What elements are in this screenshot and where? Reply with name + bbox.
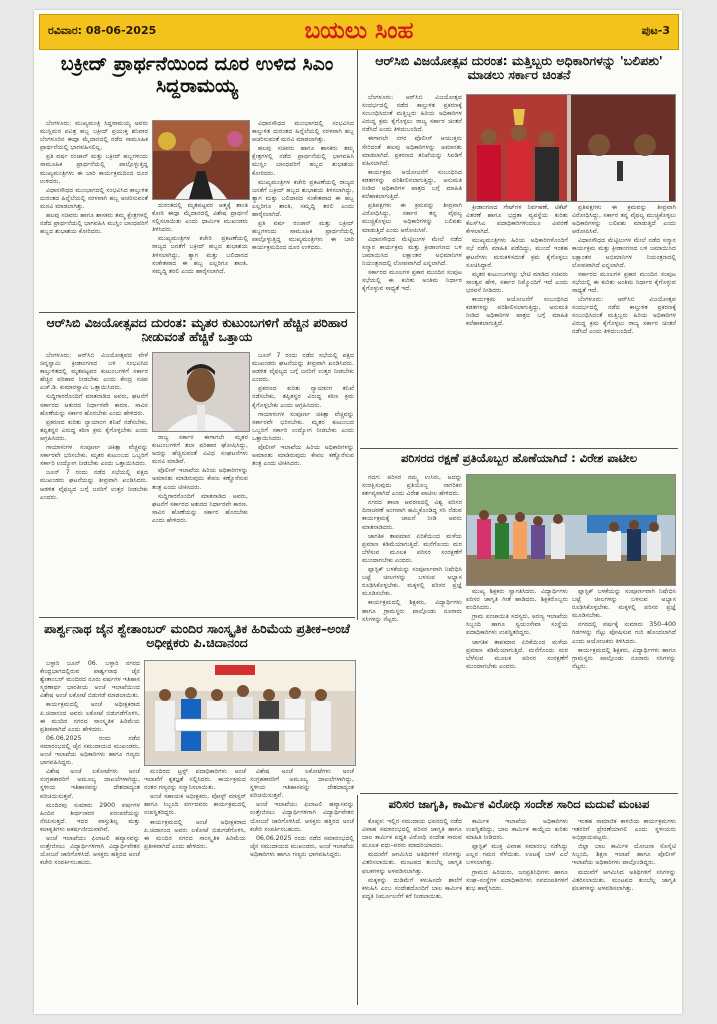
paragraph: ವಿಧಾನಸೌಧದ ಮುಂಭಾಗದಲ್ಲಿ ಸಂಭವಿಸಿದ ಕಾಲ್ತುಳಿತ ದುರಂತದ ಹಿನ್ನೆಲೆಯಲ್ಲಿ ಸರಳವಾಗಿ ಹಬ್ಬ ಆಚರಿಸುವಂತೆ ಮನವಿ ಮಾಡಲಾಗಿತ್ತು.	[40, 186, 148, 210]
paragraph: ಮಂದಿರದ ಟ್ರಸ್ಟ್ ಪದಾಧಿಕಾರಿಗಳು ಅಂಚೆ ಇಲಾಖೆಗೆ ಕೃತಜ್ಞತೆ ಸಲ್ಲಿಸಿದರು. ಕಾರ್ಯಕ್ರಮದ ನಂತರ ಗಣ್ಯರನ್ನು ಸನ್ಮಾನಿಸಲಾಯಿತು.	[144, 768, 246, 792]
article-siddaramaiah-col-2	[152, 202, 248, 310]
paragraph: ಕ್ರೀಡಾಂಗಣದ ಗೇಟ್‌ಗಳ ನಿರ್ವಹಣೆ, ಟಿಕೆಟ್ ವಿತರಣೆ ಹಾಗೂ ಭದ್ರತಾ ವ್ಯವಸ್ಥೆಯ ಕುರಿತು ಕೆಎಸ್‌ಸಿಎ ಪದಾಧಿಕಾರಿಗಳಿಂದಲೂ ವಿವರಣೆ ಕೇಳಲಾಗಿದೆ.	[466, 204, 568, 236]
paragraph: ನಗರದ ಶಾಲಾ ಆವರಣದಲ್ಲಿ ವಿಶ್ವ ಪರಿಸರ ದಿನಾಚರಣೆ ಅಂಗವಾಗಿ ಹಮ್ಮಿಕೊಂಡಿದ್ದ ಸಸಿ ನೆಡುವ ಕಾರ್ಯಕ್ರಮಕ್ಕೆ ಚಾಲನೆ ನೀಡಿ ಅವರು ಮಾತನಾಡಿದರು.	[362, 499, 462, 531]
masthead-date: ರವಿವಾರ: 08-06-2025	[48, 24, 157, 37]
paragraph: ಬೆಂಗಳೂರು: ಆರ್‌ಸಿಬಿ ವಿಜಯೋತ್ಸವ ಸಂದರ್ಭದಲ್ಲಿ ನಡೆದ ಕಾಲ್ತುಳಿತ ಪ್ರಕರಣಕ್ಕೆ ಸಂಬಂಧಿಸಿದಂತೆ ಮತ್ತಿಬ್ಬರು ಹಿರಿಯ ಅಧಿಕಾರಿಗಳ ವಿರುದ್ಧ ಕ್ರಮ ಕೈಗೊಳ್ಳಲು ರಾಜ್ಯ ಸರ್ಕಾರ ಚಿಂತನೆ ನಡೆಸಿದೆ ಎಂದು ತಿಳಿದುಬಂದಿದೆ.	[362, 94, 462, 134]
paragraph: 06.06.2025 ರಂದು ನಡೆದ ಸಮಾರಂಭದಲ್ಲಿ ಜೈನ ಸಮುದಾಯದ ಮುಖಂಡರು, ಅಂಚೆ ಇಲಾಖೆಯ ಅಧಿಕಾರಿಗಳು ಹಾಗೂ ಗಣ್ಯರು ಭಾಗವಹಿಸಿದ್ದರು.	[40, 734, 140, 767]
paragraph: ಪ್ಲಾಸ್ಟಿಕ್ ಬಳಕೆಯನ್ನು ಸಂಪೂರ್ಣವಾಗಿ ನಿಷೇಧಿಸಿ ಬಟ್ಟೆ ಚೀಲಗಳನ್ನು ಬಳಸುವ ಅಭ್ಯಾಸ ರೂಢಿಸಿಕೊಳ್ಳಬೇಕು. ಮಕ್ಕಳಲ್ಲಿ ಪರಿಸರ ಪ್ರಜ್ಞೆ ಮೂಡಿಸಬೇಕು.	[572, 588, 676, 620]
paragraph: ಸುದ್ದಿಗಾರರೊಂದಿಗೆ ಮಾತನಾಡಿದ ಅವರು, ಘಟನೆಗೆ ಸರ್ಕಾರದ ಆತುರದ ನಿರ್ಧಾರವೇ ಕಾರಣ. ಸಾವಿನ ಹೊಣೆಯನ್ನು ಸರ್ಕಾರ ಹೊರಬೇಕು ಎಂದು ಹೇಳಿದರು.	[40, 393, 148, 417]
paragraph: ಅಂಚೆ ಸಹಾಯಕ ಅಧೀಕ್ಷಕರು, ಪೋಸ್ಟ್ ಮಾಸ್ಟರ್ ಹಾಗೂ ಸಿಬ್ಬಂದಿ ವರ್ಗದವರು ಕಾರ್ಯಕ್ರಮದಲ್ಲಿ ಉಪಸ್ಥಿತರಿದ್ದರು.	[144, 793, 246, 817]
paragraph: ಕಾರ್ಯಕ್ರಮ ಆಯೋಜನೆಗೆ ಸಂಬಂಧಿಸಿದ ಕಡತಗಳನ್ನು ಪರಿಶೀಲಿಸಲಾಗುತ್ತಿದ್ದು, ಅನುಮತಿ ನೀಡಿದ ಅಧಿಕಾರಿಗಳ ಪಾತ್ರದ ಬಗ್ಗೆ ಮಾಹಿತಿ ಕಲೆಹಾಕಲಾಗುತ್ತಿದೆ.	[362, 168, 462, 201]
paragraph: ಬಳ್ಳಾರಿ ಜೂನ್ 06. ಬಳ್ಳಾರಿ ನಗರದ ಕೇಂದ್ರಭಾಗದಲ್ಲಿರುವ ಪಾರ್ಶ್ವನಾಥ ಜೈನ ಶ್ವೇತಾಂಬರ್ ಮಂದಿರದ ನೂರು ವರ್ಷಗಳ ಇತಿಹಾಸ ಸ್ಮರಣಾರ್ಥ ಭಾರತೀಯ ಅಂಚೆ ಇಲಾಖೆಯಿಂದ ವಿಶೇಷ ಅಂಚೆ ಲಕೋಟೆ ಬಿಡುಗಡೆ ಮಾಡಲಾಯಿತು.	[40, 660, 140, 700]
paragraph: ಕಾರ್ಯಕ್ರಮದಲ್ಲಿ ಅಂಚೆ ಅಧೀಕ್ಷಕರಾದ ಪಿ.ಚಿದಾನಂದ ಅವರು ಲಕೋಟೆ ಬಿಡುಗಡೆಗೊಳಿಸಿ, ಈ ಮಂದಿರ ನಗರದ ಸಾಂಸ್ಕೃತಿಕ ಹಿರಿಮೆಯ ಪ್ರತೀಕವಾಗಿದೆ ಎಂದು ಹೇಳಿದರು.	[144, 818, 246, 850]
masthead-title: ಬಯಲು ಸಿಂಹ	[304, 17, 414, 44]
paragraph: ಜಿಲ್ಲಾ ಬಾಲ ಕಾರ್ಮಿಕ ಯೋಜನಾ ಸೊಸೈಟಿ ಸಿಬ್ಬಂದಿ, ಶಿಕ್ಷಣ ಇಲಾಖೆ ಹಾಗೂ ಪೊಲೀಸ್ ಇಲಾಖೆಯ ಅಧಿಕಾರಿಗಳು ಪಾಲ್ಗೊಂಡಿದ್ದರು.	[572, 843, 676, 867]
newspaper-page	[34, 10, 682, 1014]
headline-siddaramaiah: ಬಕ್ರೀದ್ ಪ್ರಾರ್ಥನೆಯಿಂದ ದೂರ ಉಳಿದ ಸಿಎಂ ಸಿದ್ದರಾಮಯ್ಯ	[60, 53, 334, 97]
paragraph: ಮಕ್ಕಳನ್ನು ದುಡಿಮೆಗೆ ಕಳುಹಿಸದೇ ಶಾಲೆಗೆ ಕಳುಹಿಸಿ ಎಂಬ ಸಂದೇಶದೊಂದಿಗೆ ಬಾಲ ಕಾರ್ಮಿಕ ಪದ್ಧತಿ ನಿರ್ಮೂಲನೆಗೆ ಕರೆ ನೀಡಲಾಯಿತು.	[362, 876, 462, 900]
paragraph: ಗಾಯಾಳುಗಳ ಸಂಪೂರ್ಣ ಚಿಕಿತ್ಸಾ ವೆಚ್ಚವನ್ನು ಸರ್ಕಾರವೇ ಭರಿಸಬೇಕು. ಮೃತರ ಕುಟುಂಬದ ಒಬ್ಬರಿಗೆ ಸರ್ಕಾರಿ ಉದ್ಯೋಗ ನೀಡಬೇಕು ಎಂದು ಒತ್ತಾಯಿಸಿದರು.	[252, 410, 354, 442]
section-divider-right-2	[360, 793, 678, 794]
column-divider-bottom	[357, 795, 358, 1005]
paragraph: ಕಾರ್ಯಕ್ರಮದಲ್ಲಿ ಶಿಕ್ಷಕರು, ವಿದ್ಯಾರ್ಥಿಗಳು ಹಾಗೂ ಗ್ರಾಮಸ್ಥರು ಪಾಲ್ಗೊಂಡು ನೂರಾರು ಸಸಿಗಳನ್ನು ನೆಟ್ಟರು.	[572, 646, 676, 670]
paragraph: ಪ್ಲಾಸ್ಟಿಕ್ ಮುಕ್ತ ವಿವಾಹ ಸಮಾರಂಭ ನಡೆಸಿದ್ದು ಎಲ್ಲರ ಗಮನ ಸೆಳೆಯಿತು. ಊಟಕ್ಕೆ ಬಾಳೆ ಎಲೆ ಬಳಸಲಾಗಿತ್ತು.	[466, 843, 568, 867]
paragraph: ಅಂಚೆ ಇಲಾಖೆಯು ಫಿಲಾಟಲಿ ಹವ್ಯಾಸವನ್ನು ಉತ್ತೇಜಿಸಲು ವಿದ್ಯಾರ್ಥಿಗಳಿಗಾಗಿ ವಿದ್ಯಾರ್ಥಿವೇತನ ಯೋಜನೆ ಜಾರಿಗೊಳಿಸಿದೆ. ಆಸಕ್ತರು ಹತ್ತಿರದ ಅಂಚೆ ಕಚೇರಿ ಸಂಪರ್ಕಿಸಬಹುದು.	[40, 834, 140, 867]
section-divider-right-1	[360, 448, 678, 449]
paragraph: ಗದಗ: ಪರಿಸರ ನಮ್ಮ ಉಸಿರು, ಅದನ್ನು ಸಂರಕ್ಷಿಸುವುದು ಪ್ರತಿಯೊಬ್ಬ ನಾಗರಿಕನ ಕರ್ತವ್ಯವಾಗಿದೆ ಎಂದು ವಿರೇಶ ಪಾಟೀಲ ಹೇಳಿದರು.	[362, 474, 462, 498]
section-divider-left-1	[39, 312, 355, 313]
paragraph: ಅಂಚೆ ಇಲಾಖೆಯು ಫಿಲಾಟಲಿ ಹವ್ಯಾಸವನ್ನು ಉತ್ತೇಜಿಸಲು ವಿದ್ಯಾರ್ಥಿಗಳಿಗಾಗಿ ವಿದ್ಯಾರ್ಥಿವೇತನ ಯೋಜನೆ ಜಾರಿಗೊಳಿಸಿದೆ. ಆಸಕ್ತರು ಹತ್ತಿರದ ಅಂಚೆ ಕಚೇರಿ ಸಂಪರ್ಕಿಸಬಹುದು.	[250, 801, 354, 833]
paragraph: ಗ್ರಾಮ ಪಂಚಾಯಿತಿ ಸದಸ್ಯರು, ಅರಣ್ಯ ಇಲಾಖೆಯ ಸಿಬ್ಬಂದಿ ಹಾಗೂ ಸ್ವಯಂಸೇವಾ ಸಂಸ್ಥೆಯ ಪದಾಧಿಕಾರಿಗಳು ಉಪಸ್ಥಿತರಿದ್ದರು.	[466, 613, 568, 637]
paragraph: ವಿಧಾನಸೌಧದ ಮೆಟ್ಟಿಲುಗಳ ಮೇಲೆ ನಡೆದ ಸನ್ಮಾನ ಕಾರ್ಯಕ್ರಮ ಮತ್ತು ಕ್ರೀಡಾಂಗಣದ ಬಳಿ ಜಮಾಯಿಸಿದ ಲಕ್ಷಾಂತರ ಅಭಿಮಾನಿಗಳ ನಿಯಂತ್ರಣದಲ್ಲಿ ಲೋಪವಾಗಿದೆ ಎನ್ನಲಾಗಿದೆ.	[572, 237, 676, 269]
kumaraswamy-photo	[152, 352, 250, 432]
paragraph: ದುರಂತದಲ್ಲಿ ಮೃತಪಟ್ಟವರ ಆತ್ಮಕ್ಕೆ ಶಾಂತಿ ಕೋರಿ ಈದ್ಗಾ ಮೈದಾನದಲ್ಲಿ ವಿಶೇಷ ಪ್ರಾರ್ಥನೆ ಸಲ್ಲಿಸಲಾಯಿತು ಎಂದು ಧಾರ್ಮಿಕ ಮುಖಂಡರು ತಿಳಿಸಿದರು.	[152, 202, 248, 234]
paragraph: ಜಾಗತಿಕ ತಾಪಮಾನ ಏರಿಕೆಯಿಂದ ಮಳೆಯ ಪ್ರಮಾಣ ಕಡಿಮೆಯಾಗುತ್ತಿದೆ. ಮನೆಗೊಂದು ಮರ ಬೆಳೆಸುವ ಮೂಲಕ ಪರಿಸರ ಸಂರಕ್ಷಣೆಗೆ ಮುಂದಾಗಬೇಕು ಎಂದರು.	[362, 532, 462, 564]
headline-parshwanath: ಪಾರ್ಶ್ವನಾಥ ಜೈನ ಶ್ವೇತಾಂಬರ್ ಮಂದಿರ ಸಾಂಸ್ಕೃತಿಕ ಹಿರಿಮೆಯ ಪ್ರತೀಕ–ಅಂಚೆ ಅಧೀಕ್ಷಕರು ಪಿ.ಚಿದಾನಂದ	[44, 621, 350, 651]
paragraph: ಜೂನ್ 7 ರಂದು ನಡೆದ ಸಭೆಯಲ್ಲಿ ಪಕ್ಷದ ಮುಖಂಡರು ಘಟನೆಯನ್ನು ತೀವ್ರವಾಗಿ ಖಂಡಿಸಿದರು. ಆಡಳಿತ ವೈಫಲ್ಯದ ಬಗ್ಗೆ ಜನರಿಗೆ ಉತ್ತರ ನೀಡಬೇಕು ಎಂದರು.	[40, 469, 148, 501]
paragraph: ನಗರದಲ್ಲಿ ವರ್ಷಕ್ಕೆ ಸುಮಾರು 350–400 ಗಿಡಗಳನ್ನು ನೆಟ್ಟು ಪೋಷಿಸುವ ಗುರಿ ಹೊಂದಲಾಗಿದೆ ಎಂದು ಆಯೋಜಕರು ತಿಳಿಸಿದರು.	[572, 621, 676, 645]
paragraph: ಬೆಂಗಳೂರು: ಆರ್‌ಸಿಬಿ ವಿಜಯೋತ್ಸವ ಸಂದರ್ಭದಲ್ಲಿ ನಡೆದ ಕಾಲ್ತುಳಿತ ಪ್ರಕರಣಕ್ಕೆ ಸಂಬಂಧಿಸಿದಂತೆ ಮತ್ತಿಬ್ಬರು ಹಿರಿಯ ಅಧಿಕಾರಿಗಳ ವಿರುದ್ಧ ಕ್ರಮ ಕೈಗೊಳ್ಳಲು ರಾಜ್ಯ ಸರ್ಕಾರ ಚಿಂತನೆ ನಡೆಸಿದೆ ಎಂದು ತಿಳಿದುಬಂದಿದೆ.	[572, 296, 676, 336]
paragraph: ಪ್ರಕರಣದ ಕುರಿತು ನ್ಯಾಯಾಂಗ ತನಿಖೆ ನಡೆಸಬೇಕು, ತಪ್ಪಿತಸ್ಥರ ವಿರುದ್ಧ ಕಠಿಣ ಕ್ರಮ ಕೈಗೊಳ್ಳಬೇಕು ಎಂದು ಆಗ್ರಹಿಸಿದರು.	[252, 385, 354, 409]
paragraph: ಕಾರ್ಯಕ್ರಮದಲ್ಲಿ ಶಿಕ್ಷಕರು, ವಿದ್ಯಾರ್ಥಿಗಳು ಹಾಗೂ ಗ್ರಾಮಸ್ಥರು ಪಾಲ್ಗೊಂಡು ನೂರಾರು ಸಸಿಗಳನ್ನು ನೆಟ್ಟರು.	[362, 599, 462, 623]
paragraph: ಪ್ಲಾಸ್ಟಿಕ್ ಬಳಕೆಯನ್ನು ಸಂಪೂರ್ಣವಾಗಿ ನಿಷೇಧಿಸಿ ಬಟ್ಟೆ ಚೀಲಗಳನ್ನು ಬಳಸುವ ಅಭ್ಯಾಸ ರೂಢಿಸಿಕೊಳ್ಳಬೇಕು. ಮಕ್ಕಳಲ್ಲಿ ಪರಿಸರ ಪ್ರಜ್ಞೆ ಮೂಡಿಸಬೇಕು.	[362, 566, 462, 598]
paragraph: ಪ್ರತಿಪಕ್ಷಗಳು ಈ ಕ್ರಮವನ್ನು ತೀವ್ರವಾಗಿ ವಿರೋಧಿಸಿದ್ದು, ಸರ್ಕಾರ ತನ್ನ ವೈಫಲ್ಯ ಮುಚ್ಚಿಕೊಳ್ಳಲು ಅಧಿಕಾರಿಗಳನ್ನು ಬಲಿಪಶು ಮಾಡುತ್ತಿದೆ ಎಂದು ಆರೋಪಿಸಿವೆ.	[572, 204, 676, 236]
paragraph: ಪೊಲೀಸ್ ಇಲಾಖೆಯ ಹಿರಿಯ ಅಧಿಕಾರಿಗಳನ್ನು ಅಮಾನತು ಮಾಡಿರುವುದು ಕೇವಲ ಕಣ್ಣೊರೆಸುವ ತಂತ್ರ ಎಂದು ಟೀಕಿಸಿದರು.	[252, 444, 354, 468]
paragraph: ವಿಶೇಷ ಅಂಚೆ ಲಕೋಟೆಗಳು ಅಂಚೆ ಸಂಗ್ರಹಕಾರರಿಗೆ ಅಮೂಲ್ಯ ದಾಖಲೆಗಳಾಗಿದ್ದು, ಸ್ಥಳೀಯ ಇತಿಹಾಸವನ್ನು ದೇಶದಾದ್ಯಂತ ಪರಿಚಯಿಸುತ್ತವೆ.	[250, 768, 354, 800]
paragraph: ಕಾರ್ಮಿಕ ಇಲಾಖೆಯ ಅಧಿಕಾರಿಗಳು ಉಪಸ್ಥಿತರಿದ್ದು, ಬಾಲ ಕಾರ್ಮಿಕ ಕಾಯ್ದೆಯ ಕುರಿತು ಮಾಹಿತಿ ನೀಡಿದರು.	[466, 818, 568, 842]
paragraph: ಇಂತಹ ಸಾಮಾಜಿಕ ಕಾಳಜಿಯ ಕಾರ್ಯಕ್ರಮಗಳು ಇತರರಿಗೆ ಪ್ರೇರಣೆಯಾಗಲಿ ಎಂದು ಸ್ಥಳೀಯರು ಅಭಿಪ್ರಾಯಪಟ್ಟರು.	[572, 818, 676, 842]
paragraph: ಗ್ರಾಮದ ಹಿರಿಯರು, ಜನಪ್ರತಿನಿಧಿಗಳು ಹಾಗೂ ಸಂಘ–ಸಂಸ್ಥೆಗಳ ಪದಾಧಿಕಾರಿಗಳು ನವದಂಪತಿಗಳಿಗೆ ಶುಭ ಹಾರೈಸಿದರು.	[466, 868, 568, 892]
paragraph: ಪೊಲೀಸ್ ಇಲಾಖೆಯ ಹಿರಿಯ ಅಧಿಕಾರಿಗಳನ್ನು ಅಮಾನತು ಮಾಡಿರುವುದು ಕೇವಲ ಕಣ್ಣೊರೆಸುವ ತಂತ್ರ ಎಂದು ಟೀಕಿಸಿದರು.	[152, 467, 248, 491]
paragraph: ಮದುವೆಗೆ ಆಗಮಿಸಿದ ಅತಿಥಿಗಳಿಗೆ ಸಸಿಗಳನ್ನು ವಿತರಿಸಲಾಯಿತು. ಮಂಟಪದ ತುಂಬೆಲ್ಲ ಜಾಗೃತಿ ಫಲಕಗಳನ್ನು ಅಳವಡಿಸಲಾಗಿತ್ತು.	[572, 868, 676, 892]
headline-rcb-officers: ಆರ್‌ಸಿಬಿ ವಿಜಯೋತ್ಸವ ದುರಂತ: ಮತ್ತಿಬ್ಬರು ಅಧಿಕಾರಿಗಳನ್ನು 'ಬಲಿಪಶು' ಮಾಡಲು ಸರ್ಕಾರ ಚಿಂತನೆ	[375, 53, 663, 83]
article-environment-col-3	[572, 588, 676, 790]
paragraph: ಮುಖ್ಯಮಂತ್ರಿಗಳು ಹಿರಿಯ ಅಧಿಕಾರಿಗಳೊಂದಿಗೆ ಸಭೆ ನಡೆಸಿ ಮಾಹಿತಿ ಪಡೆದಿದ್ದು, ಮುಂದೆ ಇಂತಹ ಘಟನೆಗಳು ಮರುಕಳಿಸದಂತೆ ಕ್ರಮ ಕೈಗೊಳ್ಳಲು ಸೂಚಿಸಿದ್ದಾರೆ.	[466, 237, 568, 269]
article-rcb-officers-col-1	[362, 94, 462, 444]
paragraph: ಕೊಪ್ಪಳ: ಇಲ್ಲಿನ ಸಮುದಾಯ ಭವನದಲ್ಲಿ ನಡೆದ ವಿವಾಹ ಸಮಾರಂಭದಲ್ಲಿ ಪರಿಸರ ಜಾಗೃತಿ ಹಾಗೂ ಬಾಲ ಕಾರ್ಮಿಕ ಪದ್ಧತಿ ವಿರೋಧಿ ಸಂದೇಶ ಸಾರುವ ಮೂಲಕ ವಧು–ವರರು ಮಾದರಿಯಾದರು.	[362, 818, 462, 850]
masthead-page-number: ಪುಟ-3	[641, 24, 670, 37]
article-siddaramaiah-col-3	[252, 120, 354, 310]
paragraph: ಮುಖ್ಯ ಶಿಕ್ಷಕರು ಸ್ವಾಗತಿಸಿದರು. ವಿದ್ಯಾರ್ಥಿಗಳು ಪರಿಸರ ಜಾಗೃತಿ ಗೀತೆ ಹಾಡಿದರು. ಶಿಕ್ಷಕರೊಬ್ಬರು ವಂದಿಸಿದರು.	[466, 588, 568, 612]
paragraph: ಜಾಗತಿಕ ತಾಪಮಾನ ಏರಿಕೆಯಿಂದ ಮಳೆಯ ಪ್ರಮಾಣ ಕಡಿಮೆಯಾಗುತ್ತಿದೆ. ಮನೆಗೊಂದು ಮರ ಬೆಳೆಸುವ ಮೂಲಕ ಪರಿಸರ ಸಂರಕ್ಷಣೆಗೆ ಮುಂದಾಗಬೇಕು ಎಂದರು.	[466, 638, 568, 670]
article-parshwanath-col-3	[250, 768, 354, 1008]
paragraph: ಗಾಯಾಳುಗಳ ಸಂಪೂರ್ಣ ಚಿಕಿತ್ಸಾ ವೆಚ್ಚವನ್ನು ಸರ್ಕಾರವೇ ಭರಿಸಬೇಕು. ಮೃತರ ಕುಟುಂಬದ ಒಬ್ಬರಿಗೆ ಸರ್ಕಾರಿ ಉದ್ಯೋಗ ನೀಡಬೇಕು ಎಂದು ಒತ್ತಾಯಿಸಿದರು.	[40, 444, 148, 468]
article-siddaramaiah-col-1	[40, 120, 148, 310]
paragraph: ಪ್ರತಿಪಕ್ಷಗಳು ಈ ಕ್ರಮವನ್ನು ತೀವ್ರವಾಗಿ ವಿರೋಧಿಸಿದ್ದು, ಸರ್ಕಾರ ತನ್ನ ವೈಫಲ್ಯ ಮುಚ್ಚಿಕೊಳ್ಳಲು ಅಧಿಕಾರಿಗಳನ್ನು ಬಲಿಪಶು ಮಾಡುತ್ತಿದೆ ಎಂದು ಆರೋಪಿಸಿವೆ.	[362, 202, 462, 234]
paragraph: ಕಾರ್ಯಕ್ರಮ ಆಯೋಜನೆಗೆ ಸಂಬಂಧಿಸಿದ ಕಡತಗಳನ್ನು ಪರಿಶೀಲಿಸಲಾಗುತ್ತಿದ್ದು, ಅನುಮತಿ ನೀಡಿದ ಅಧಿಕಾರಿಗಳ ಪಾತ್ರದ ಬಗ್ಗೆ ಮಾಹಿತಿ ಕಲೆಹಾಕಲಾಗುತ್ತಿದೆ.	[466, 296, 568, 328]
masthead	[39, 14, 679, 50]
paragraph: ಪ್ರತಿ ವರ್ಷ ರಂಜಾನ್ ಮತ್ತು ಬಕ್ರೀದ್ ಹಬ್ಬಗಳಂದು ಸಾಮೂಹಿಕ ಪ್ರಾರ್ಥನೆಯಲ್ಲಿ ಪಾಲ್ಗೊಳ್ಳುತ್ತಿದ್ದ ಮುಖ್ಯಮಂತ್ರಿಗಳು ಈ ಬಾರಿ ಕಾರ್ಯಕ್ರಮದಿಂದ ದೂರ ಉಳಿದರು.	[252, 220, 354, 252]
paragraph: ಜೂನ್ 7 ರಂದು ನಡೆದ ಸಭೆಯಲ್ಲಿ ಪಕ್ಷದ ಮುಖಂಡರು ಘಟನೆಯನ್ನು ತೀವ್ರವಾಗಿ ಖಂಡಿಸಿದರು. ಆಡಳಿತ ವೈಫಲ್ಯದ ಬಗ್ಗೆ ಜನರಿಗೆ ಉತ್ತರ ನೀಡಬೇಕು ಎಂದರು.	[252, 352, 354, 384]
article-awareness-col-2	[466, 818, 568, 1008]
paragraph: ಬೆಂಗಳೂರು: ಆರ್‌ಸಿಬಿ ವಿಜಯೋತ್ಸವದ ವೇಳೆ ಚಿನ್ನಸ್ವಾಮಿ ಕ್ರೀಡಾಂಗಣದ ಬಳಿ ಸಂಭವಿಸಿದ ಕಾಲ್ತುಳಿತದಲ್ಲಿ ಮೃತಪಟ್ಟವರ ಕುಟುಂಬಗಳಿಗೆ ಸರ್ಕಾರ ಹೆಚ್ಚಿನ ಪರಿಹಾರ ನೀಡಬೇಕು ಎಂದು ಕೇಂದ್ರ ಸಚಿವ ಎಚ್.ಡಿ. ಕುಮಾರಸ್ವಾಮಿ ಒತ್ತಾಯಿಸಿದರು.	[40, 352, 148, 392]
paragraph: ವಿಧಾನಸೌಧದ ಮುಂಭಾಗದಲ್ಲಿ ಸಂಭವಿಸಿದ ಕಾಲ್ತುಳಿತ ದುರಂತದ ಹಿನ್ನೆಲೆಯಲ್ಲಿ ಸರಳವಾಗಿ ಹಬ್ಬ ಆಚರಿಸುವಂತೆ ಮನವಿ ಮಾಡಲಾಗಿತ್ತು.	[252, 120, 354, 144]
column-divider-top	[357, 50, 358, 620]
article-environment-col-1	[362, 474, 462, 790]
article-environment-col-2	[466, 588, 568, 790]
paragraph: 06.06.2025 ರಂದು ನಡೆದ ಸಮಾರಂಭದಲ್ಲಿ ಜೈನ ಸಮುದಾಯದ ಮುಖಂಡರು, ಅಂಚೆ ಇಲಾಖೆಯ ಅಧಿಕಾರಿಗಳು ಹಾಗೂ ಗಣ್ಯರು ಭಾಗವಹಿಸಿದ್ದರು.	[250, 834, 354, 858]
paragraph: ಸುದ್ದಿಗಾರರೊಂದಿಗೆ ಮಾತನಾಡಿದ ಅವರು, ಘಟನೆಗೆ ಸರ್ಕಾರದ ಆತುರದ ನಿರ್ಧಾರವೇ ಕಾರಣ. ಸಾವಿನ ಹೊಣೆಯನ್ನು ಸರ್ಕಾರ ಹೊರಬೇಕು ಎಂದು ಹೇಳಿದರು.	[152, 492, 248, 524]
article-rcb-officers-col-2	[466, 204, 568, 444]
paragraph: ಸರ್ಕಾರದ ಮೂಲಗಳ ಪ್ರಕಾರ ಮುಂದಿನ ಸಂಪುಟ ಸಭೆಯಲ್ಲಿ ಈ ಕುರಿತು ಅಂತಿಮ ನಿರ್ಧಾರ ಕೈಗೊಳ್ಳುವ ಸಾಧ್ಯತೆ ಇದೆ.	[362, 268, 462, 293]
cover-release-photo	[144, 660, 356, 766]
headline-awareness-wedding: ಪರಿಸರ ಜಾಗೃತಿ, ಕಾರ್ಮಿಕ ವಿರೋಧಿ ಸಂದೇಶ ಸಾರಿದ ಮದುವೆ ಮಂಟಪ	[388, 797, 650, 811]
paragraph: ಸರ್ಕಾರದ ಮೂಲಗಳ ಪ್ರಕಾರ ಮುಂದಿನ ಸಂಪುಟ ಸಭೆಯಲ್ಲಿ ಈ ಕುರಿತು ಅಂತಿಮ ನಿರ್ಧಾರ ಕೈಗೊಳ್ಳುವ ಸಾಧ್ಯತೆ ಇದೆ.	[572, 270, 676, 294]
section-divider-left-2	[39, 617, 355, 618]
article-parshwanath-col-1	[40, 660, 140, 1008]
paragraph: ಹಲವು ಸಚಿವರು ಹಾಗೂ ಶಾಸಕರು ತಮ್ಮ ಕ್ಷೇತ್ರಗಳಲ್ಲಿ ನಡೆದ ಪ್ರಾರ್ಥನೆಯಲ್ಲಿ ಭಾಗವಹಿಸಿ ಮುಸ್ಲಿಂ ಬಾಂಧವರಿಗೆ ಹಬ್ಬದ ಶುಭಾಶಯ ಕೋರಿದರು.	[252, 145, 354, 177]
siddaramaiah-photo	[152, 120, 250, 200]
paragraph: ಮುಖ್ಯಮಂತ್ರಿಗಳ ಕಚೇರಿ ಪ್ರಕಟಣೆಯಲ್ಲಿ ರಾಜ್ಯದ ಜನತೆಗೆ ಬಕ್ರೀದ್ ಹಬ್ಬದ ಶುಭಾಶಯ ತಿಳಿಸಲಾಗಿದ್ದು, ತ್ಯಾಗ ಮತ್ತು ಬಲಿದಾನದ ಸಂಕೇತವಾದ ಈ ಹಬ್ಬ ಎಲ್ಲರಿಗೂ ಶಾಂತಿ, ಸಮೃದ್ಧಿ ತರಲಿ ಎಂದು ಹಾರೈಸಲಾಗಿದೆ.	[152, 235, 248, 275]
paragraph: ಪ್ರತಿ ವರ್ಷ ರಂಜಾನ್ ಮತ್ತು ಬಕ್ರೀದ್ ಹಬ್ಬಗಳಂದು ಸಾಮೂಹಿಕ ಪ್ರಾರ್ಥನೆಯಲ್ಲಿ ಪಾಲ್ಗೊಳ್ಳುತ್ತಿದ್ದ ಮುಖ್ಯಮಂತ್ರಿಗಳು ಈ ಬಾರಿ ಕಾರ್ಯಕ್ರಮದಿಂದ ದೂರ ಉಳಿದರು.	[40, 153, 148, 185]
paragraph: ಮುಖ್ಯಮಂತ್ರಿಗಳ ಕಚೇರಿ ಪ್ರಕಟಣೆಯಲ್ಲಿ ರಾಜ್ಯದ ಜನತೆಗೆ ಬಕ್ರೀದ್ ಹಬ್ಬದ ಶುಭಾಶಯ ತಿಳಿಸಲಾಗಿದ್ದು, ತ್ಯಾಗ ಮತ್ತು ಬಲಿದಾನದ ಸಂಕೇತವಾದ ಈ ಹಬ್ಬ ಎಲ್ಲರಿಗೂ ಶಾಂತಿ, ಸಮೃದ್ಧಿ ತರಲಿ ಎಂದು ಹಾರೈಸಲಾಗಿದೆ.	[252, 178, 354, 219]
article-parshwanath-col-2	[144, 768, 246, 1008]
article-rcb-compensation-col-3	[252, 352, 354, 614]
paragraph: ಕಾರ್ಯಕ್ರಮದಲ್ಲಿ ಅಂಚೆ ಅಧೀಕ್ಷಕರಾದ ಪಿ.ಚಿದಾನಂದ ಅವರು ಲಕೋಟೆ ಬಿಡುಗಡೆಗೊಳಿಸಿ, ಈ ಮಂದಿರ ನಗರದ ಸಾಂಸ್ಕೃತಿಕ ಹಿರಿಮೆಯ ಪ್ರತೀಕವಾಗಿದೆ ಎಂದು ಹೇಳಿದರು.	[40, 701, 140, 733]
paragraph: ಮಂದಿರವು ಸುಮಾರು 2900 ವರ್ಷಗಳ ಹಿಂದಿನ ತೀರ್ಥಂಕರರ ಪರಂಪರೆಯನ್ನು ನೆನಪಿಸುತ್ತದೆ. ಇದರ ವಾಸ್ತುಶಿಲ್ಪ ಮತ್ತು ಕಲಾಕೃತಿಗಳು ಆಕರ್ಷಣೀಯವಾಗಿವೆ.	[40, 801, 140, 833]
paragraph: ರಾಜ್ಯ ಸರ್ಕಾರ ಈಗಾಗಲೇ ಮೃತರ ಕುಟುಂಬಗಳಿಗೆ ತಲಾ ಪರಿಹಾರ ಘೋಷಿಸಿದ್ದು, ಅದನ್ನು ಹೆಚ್ಚಿಸುವಂತೆ ವಿವಿಧ ಸಂಘಟನೆಗಳು ಮನವಿ ಮಾಡಿವೆ.	[152, 434, 248, 466]
headline-rcb-compensation: ಆರ್‌ಸಿಬಿ ವಿಜಯೋತ್ಸವದ ದುರಂತ: ಮೃತರ ಕುಟುಂಬಗಳಿಗೆ ಹೆಚ್ಚಿನ ಪರಿಹಾರ ನೀಡುವಂತೆ ಹೆಚ್ಚಿಕೆ ಒತ್ತಾಯ	[46, 315, 348, 345]
paragraph: ಹಲವು ಸಚಿವರು ಹಾಗೂ ಶಾಸಕರು ತಮ್ಮ ಕ್ಷೇತ್ರಗಳಲ್ಲಿ ನಡೆದ ಪ್ರಾರ್ಥನೆಯಲ್ಲಿ ಭಾಗವಹಿಸಿ ಮುಸ್ಲಿಂ ಬಾಂಧವರಿಗೆ ಹಬ್ಬದ ಶುಭಾಶಯ ಕೋರಿದರು.	[40, 212, 148, 236]
rcb-press-meet-photo	[466, 94, 676, 202]
article-rcb-compensation-col-2	[152, 434, 248, 614]
article-awareness-col-1	[362, 818, 462, 1008]
paragraph: ಬೆಂಗಳೂರು: ಮುಖ್ಯಮಂತ್ರಿ ಸಿದ್ದರಾಮಯ್ಯ ಅವರು ಮುಸ್ಲಿಮರ ಪವಿತ್ರ ಹಬ್ಬ ಬಕ್ರೀದ್ ಪ್ರಯುಕ್ತ ಶನಿವಾರ ಬೆಂಗಳೂರಿನ ಈದ್ಗಾ ಮೈದಾನದಲ್ಲಿ ನಡೆದ ಸಾಮೂಹಿಕ ಪ್ರಾರ್ಥನೆಯಲ್ಲಿ ಭಾಗವಹಿಸಲಿಲ್ಲ.	[40, 120, 148, 152]
paragraph: ಮೃತರ ಕುಟುಂಬಗಳನ್ನು ಭೇಟಿ ಮಾಡಿದ ಸಚಿವರು ಸಾಂತ್ವನ ಹೇಳಿ, ಸರ್ಕಾರ ನಿಮ್ಮೊಂದಿಗೆ ಇದೆ ಎಂದು ಭರವಸೆ ನೀಡಿದರು.	[466, 270, 568, 294]
tree-planting-photo	[466, 474, 676, 586]
paragraph: ಈಗಾಗಲೇ ನಗರ ಪೊಲೀಸ್ ಆಯುಕ್ತರು ಸೇರಿದಂತೆ ಹಲವು ಅಧಿಕಾರಿಗಳನ್ನು ಅಮಾನತು ಮಾಡಲಾಗಿದೆ. ಪ್ರಕರಣದ ತನಿಖೆಯನ್ನು ಸಿಐಡಿಗೆ ವಹಿಸಲಾಗಿದೆ.	[362, 135, 462, 167]
article-rcb-compensation-col-1	[40, 352, 148, 614]
headline-environment: ಪರಿಸರದ ರಕ್ಷಣೆ ಪ್ರತಿಯೊಬ್ಬರ ಹೊಣೆಯಾಗಿದೆ : ವಿರೇಶ ಪಾಟೀಲ	[400, 451, 638, 465]
paragraph: ವಿಶೇಷ ಅಂಚೆ ಲಕೋಟೆಗಳು ಅಂಚೆ ಸಂಗ್ರಹಕಾರರಿಗೆ ಅಮೂಲ್ಯ ದಾಖಲೆಗಳಾಗಿದ್ದು, ಸ್ಥಳೀಯ ಇತಿಹಾಸವನ್ನು ದೇಶದಾದ್ಯಂತ ಪರಿಚಯಿಸುತ್ತವೆ.	[40, 768, 140, 800]
paragraph: ಪ್ರಕರಣದ ಕುರಿತು ನ್ಯಾಯಾಂಗ ತನಿಖೆ ನಡೆಸಬೇಕು, ತಪ್ಪಿತಸ್ಥರ ವಿರುದ್ಧ ಕಠಿಣ ಕ್ರಮ ಕೈಗೊಳ್ಳಬೇಕು ಎಂದು ಆಗ್ರಹಿಸಿದರು.	[40, 418, 148, 442]
article-rcb-officers-col-3	[572, 204, 676, 444]
paragraph: ಮದುವೆಗೆ ಆಗಮಿಸಿದ ಅತಿಥಿಗಳಿಗೆ ಸಸಿಗಳನ್ನು ವಿತರಿಸಲಾಯಿತು. ಮಂಟಪದ ತುಂಬೆಲ್ಲ ಜಾಗೃತಿ ಫಲಕಗಳನ್ನು ಅಳವಡಿಸಲಾಗಿತ್ತು.	[362, 851, 462, 875]
article-awareness-col-3	[572, 818, 676, 1008]
paragraph: ವಿಧಾನಸೌಧದ ಮೆಟ್ಟಿಲುಗಳ ಮೇಲೆ ನಡೆದ ಸನ್ಮಾನ ಕಾರ್ಯಕ್ರಮ ಮತ್ತು ಕ್ರೀಡಾಂಗಣದ ಬಳಿ ಜಮಾಯಿಸಿದ ಲಕ್ಷಾಂತರ ಅಭಿಮಾನಿಗಳ ನಿಯಂತ್ರಣದಲ್ಲಿ ಲೋಪವಾಗಿದೆ ಎನ್ನಲಾಗಿದೆ.	[362, 235, 462, 267]
